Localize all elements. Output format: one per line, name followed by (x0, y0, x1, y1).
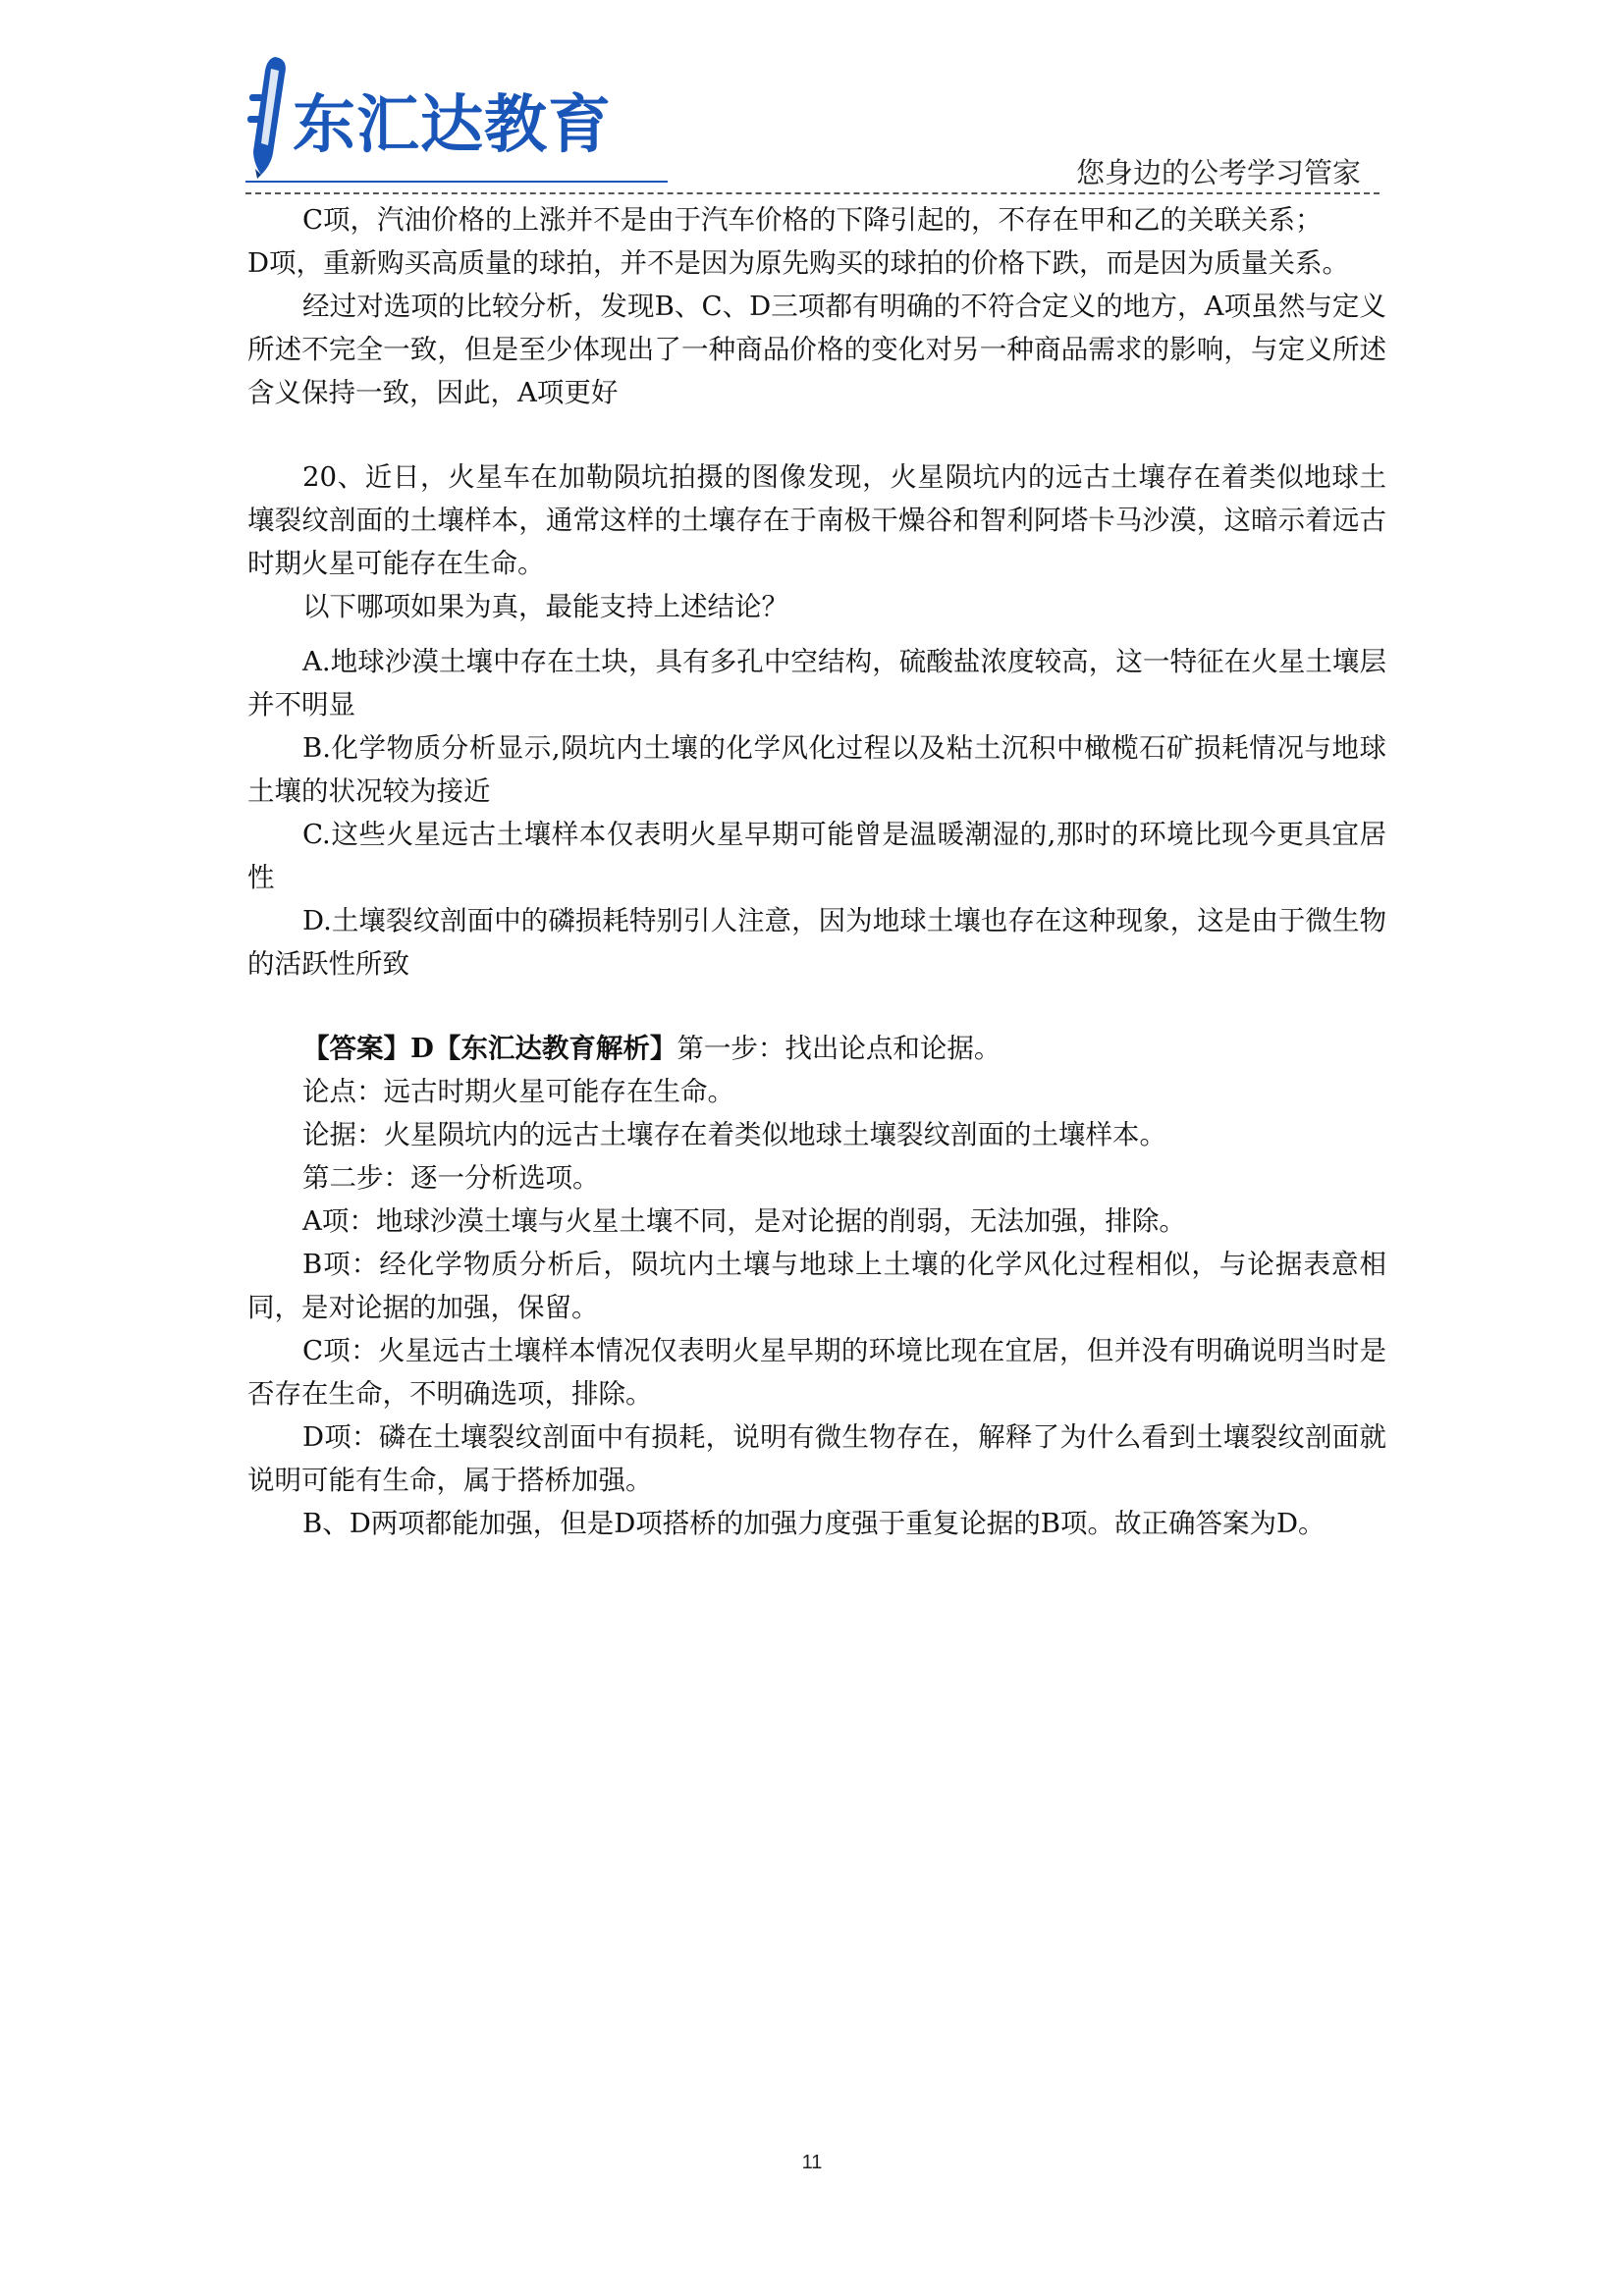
paragraph-c-item: C项，汽油价格的上涨并不是由于汽车价格的下降引起的，不存在甲和乙的关联关系； (302, 204, 1323, 236)
analysis-d: D项：磷在土壤裂纹剖面中有损耗，说明有微生物存在，解释了为什么看到土壤裂纹剖面就说明可能有生命，属于搭桥加强。 (247, 1421, 1386, 1496)
answer-step-one: 第一步：找出论点和论据。 (677, 1033, 1001, 1064)
analysis-argument: 论点：远古时期火星可能存在生命。 (302, 1076, 734, 1107)
pencil-logo-icon (245, 55, 293, 179)
option-c: C.这些火星远古土壤样本仅表明火星早期可能曾是温暖潮湿的,那时的环境比现今更具宜居性 (247, 819, 1386, 893)
option-b: B.化学物质分析显示,陨坑内土壤的化学风化过程以及粘土沉积中橄榄石矿损耗情况与地球土壤的状况较为接近 (247, 732, 1386, 807)
logo-underline (245, 181, 668, 183)
analysis-step-two: 第二步：逐一分析选项。 (302, 1162, 600, 1194)
option-d: D.土壤裂纹剖面中的磷损耗特别引人注意，因为地球土壤也存在这种现象，这是由于微生物的活跃性所致 (247, 905, 1386, 980)
answer-line (247, 1027, 1386, 1070)
answer-label: 【答案】D【东汇达教育解析】 (302, 1033, 677, 1064)
page-content (247, 198, 1386, 1545)
logo-text: 东汇达教育 (293, 89, 612, 162)
analysis-c: C项：火星远古土壤样本情况仅表明火星早期的环境比现在宜居，但并没有明确说明当时是否存在生命，不明确选项，排除。 (247, 1335, 1386, 1410)
page-number: 11 (801, 2152, 823, 2173)
option-a: A.地球沙漠土壤中存在土块，具有多孔中空结构，硫酸盐浓度较高，这一特征在火星土壤层并不明显 (247, 646, 1386, 721)
analysis-b: B项：经化学物质分析后，陨坑内土壤与地球上土壤的化学风化过程相似，与论据表意相同，是对论据的加强，保留。 (247, 1249, 1386, 1323)
question-prompt: 以下哪项如果为真，最能支持上述结论？ (302, 591, 788, 622)
header-divider (245, 192, 1380, 194)
analysis-conclusion: B、D两项都能加强，但是D项搭桥的加强力度强于重复论据的B项。故正确答案为D。 (302, 1508, 1326, 1539)
analysis-evidence: 论据：火星陨坑内的远古土壤存在着类似地球土壤裂纹剖面的土壤样本。 (302, 1119, 1166, 1150)
page-header (0, 0, 1624, 196)
header-slogan: 您身边的公考学习管家 (1076, 156, 1362, 189)
question-20-stem: 20、近日，火星车在加勒陨坑拍摄的图像发现，火星陨坑内的远古土壤存在着类似地球土壤裂纹剖面的土壤样本，通常这样的土壤存在于南极干燥谷和智利阿塔卡马沙漠，这暗示着远古时期火星可能存在生命。 (247, 461, 1386, 579)
paragraph-comparison: 经过对选项的比较分析，发现B、C、D三项都有明确的不符合定义的地方，A项虽然与定义所述不完全一致，但是至少体现出了一种商品价格的变化对另一种商品需求的影响，与定义所述含义保持一致，因此，A项更好 (247, 291, 1386, 408)
paragraph-d-item: D项，重新购买高质量的球拍，并不是因为原先购买的球拍的价格下跌，而是因为质量关系。 (247, 247, 1350, 279)
analysis-a: A项：地球沙漠土壤与火星土壤不同，是对论据的削弱，无法加强，排除。 (302, 1205, 1186, 1237)
